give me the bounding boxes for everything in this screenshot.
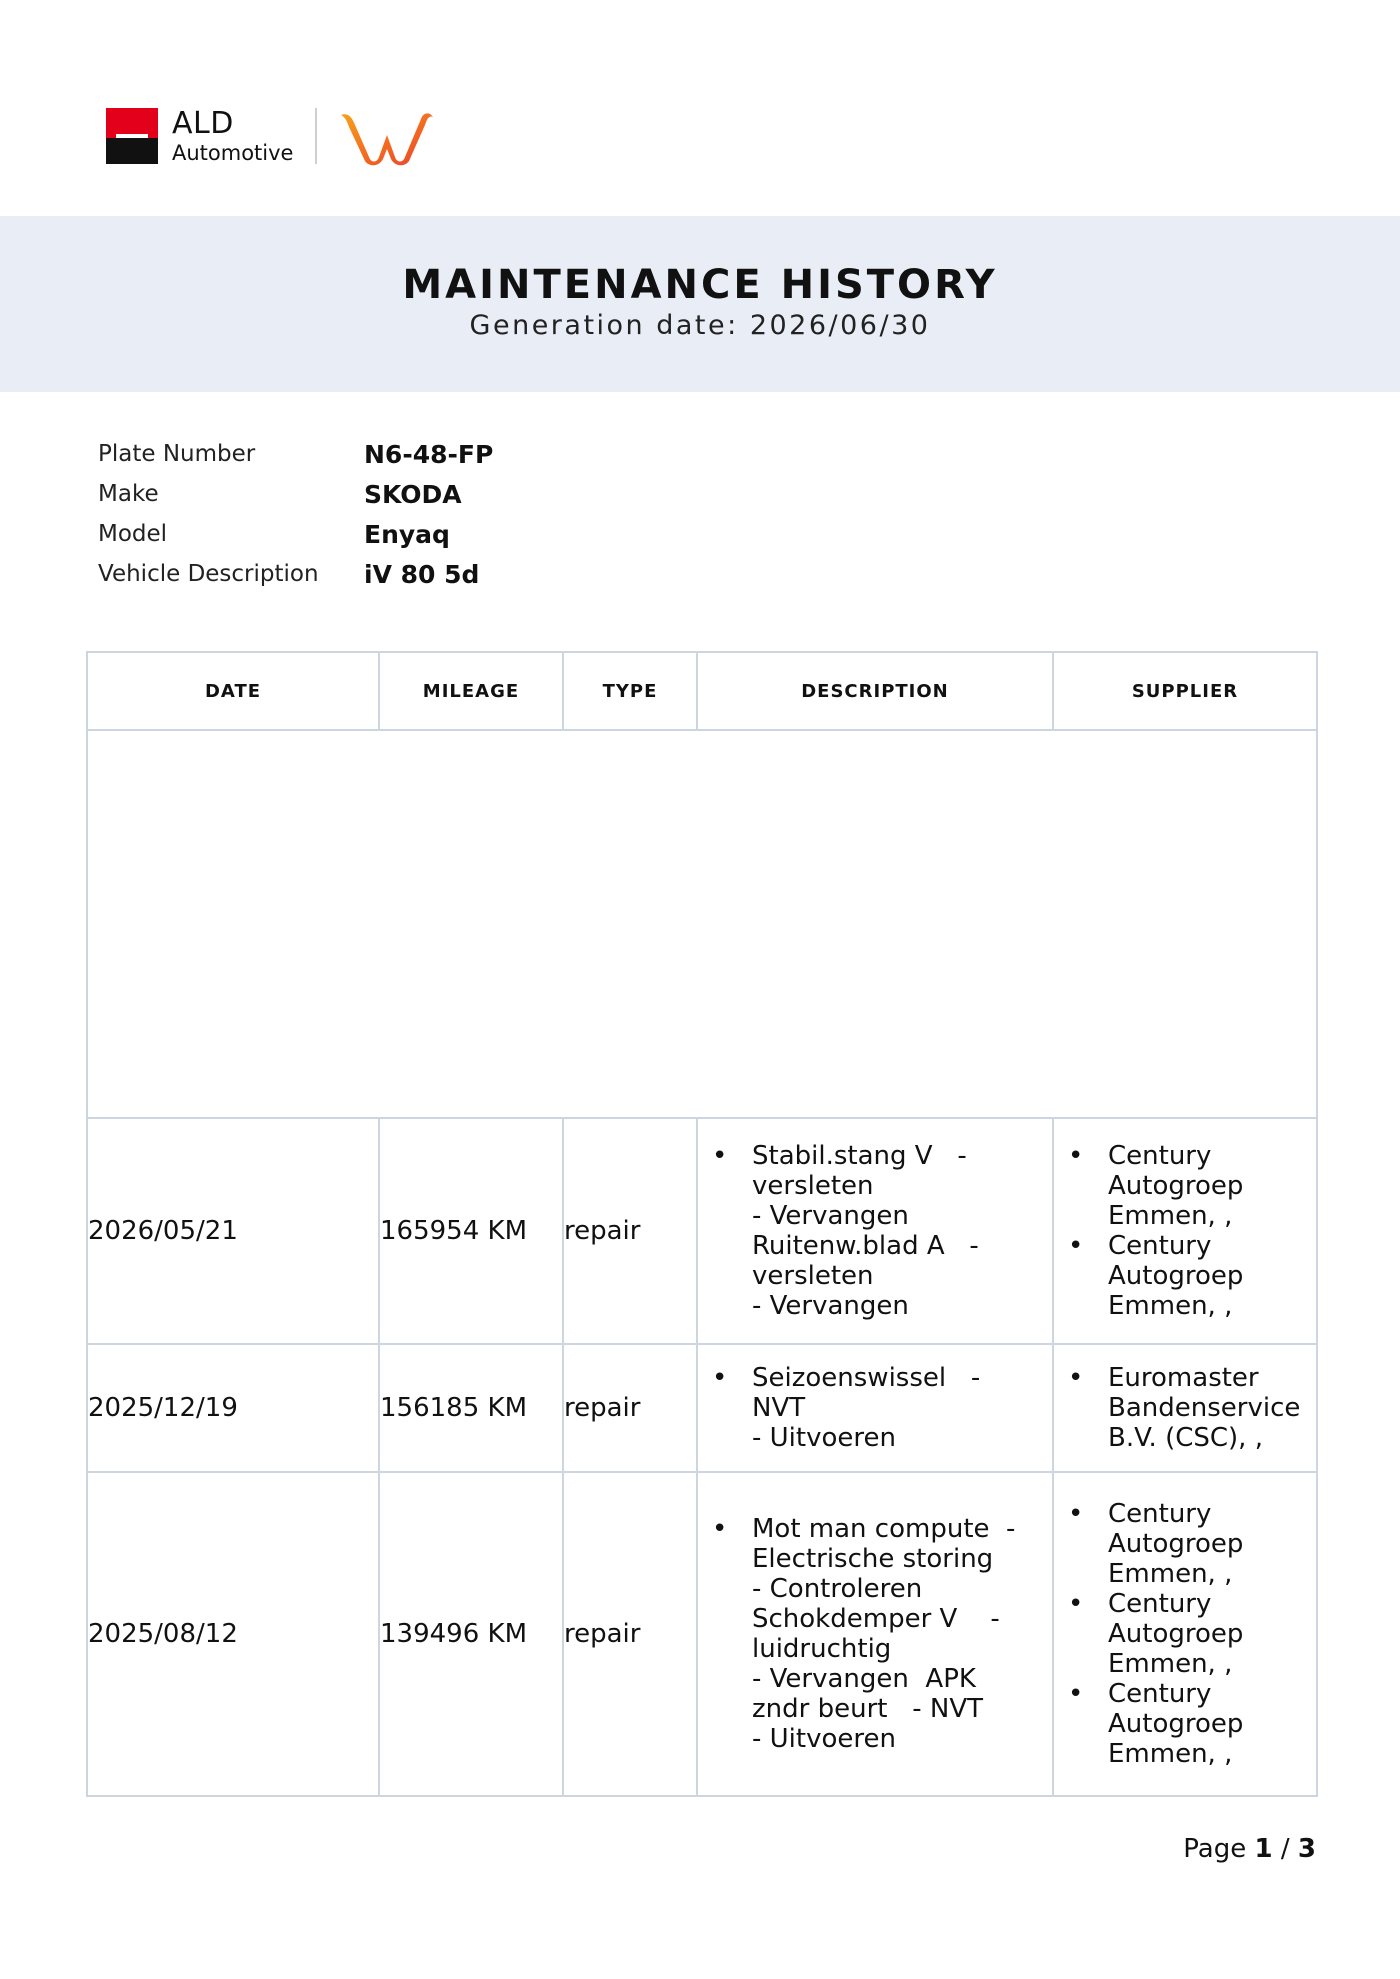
- supplier-item: • Century Autogroep Emmen, ,: [1108, 1231, 1316, 1321]
- vehicle-info: [98, 434, 493, 594]
- make-label: Make: [98, 481, 159, 507]
- total-pages: 3: [1297, 1834, 1316, 1864]
- make-value: SKODA: [364, 479, 462, 509]
- empty-table-row: [87, 730, 1317, 1118]
- ald-name: ALD: [172, 105, 234, 141]
- page-label: Page: [1183, 1834, 1247, 1864]
- description-cell: [697, 1344, 1053, 1472]
- supplier-cell: [1053, 1118, 1317, 1344]
- column-header-supplier: SUPPLIER: [1053, 652, 1317, 730]
- ald-logo-text: [172, 105, 294, 165]
- supplier-item: • Century Autogroep Emmen, ,: [1108, 1679, 1316, 1769]
- type-cell: repair: [563, 1472, 697, 1796]
- ald-logo-icon: [106, 108, 158, 164]
- maintenance-table: [86, 651, 1318, 1797]
- description-cell: [697, 1472, 1053, 1796]
- supplier-cell: [1053, 1472, 1317, 1796]
- description-cell: [697, 1118, 1053, 1344]
- supplier-item: • Euromaster Bandenservice B.V. (CSC), ,: [1108, 1363, 1316, 1453]
- logo-area: [106, 104, 437, 168]
- make-row: [98, 474, 493, 514]
- table-row: [87, 1344, 1317, 1472]
- table-header-row: [87, 652, 1317, 730]
- page-indicator: [1183, 1834, 1316, 1864]
- mileage-cell: 165954 KM: [379, 1118, 563, 1344]
- column-header-date: DATE: [87, 652, 379, 730]
- type-cell: repair: [563, 1118, 697, 1344]
- model-label: Model: [98, 521, 168, 547]
- date-cell: 2026/05/21: [87, 1118, 379, 1344]
- supplier-cell: [1053, 1344, 1317, 1472]
- type-cell: repair: [563, 1344, 697, 1472]
- logo-divider: [315, 108, 317, 164]
- ald-sub: Automotive: [172, 140, 294, 165]
- supplier-item: • Century Autogroep Emmen, ,: [1108, 1589, 1316, 1679]
- table-row: [87, 1472, 1317, 1796]
- page-title: MAINTENANCE HISTORY: [402, 262, 998, 308]
- supplier-item: • Century Autogroep Emmen, ,: [1108, 1141, 1316, 1231]
- vehicle-description-value: iV 80 5d: [364, 559, 480, 589]
- page-separator: /: [1280, 1834, 1290, 1864]
- leaseplan-logo-icon: [337, 105, 437, 167]
- column-header-mileage: MILEAGE: [379, 652, 563, 730]
- column-header-description: DESCRIPTION: [697, 652, 1053, 730]
- description-item: • Stabil.stang V - versleten - Vervangen Ruitenw.blad A - versleten - Vervangen: [752, 1141, 1052, 1321]
- vehicle-description-label: Vehicle Description: [98, 561, 319, 587]
- description-row: [98, 554, 493, 594]
- leaseplan-wordmark: LeasePlan: [367, 128, 408, 137]
- generation-date: Generation date: 2026/06/30: [469, 310, 931, 341]
- date-cell: 2025/08/12: [87, 1472, 379, 1796]
- mileage-cell: 139496 KM: [379, 1472, 563, 1796]
- description-item: • Mot man compute - Electrische storing - Controleren Schokdemper V - luidruchtig - Vervangen APK zndr beurt - NVT - Uitvoeren: [752, 1514, 1052, 1754]
- current-page: 1: [1254, 1834, 1273, 1864]
- model-row: [98, 514, 493, 554]
- table-row: [87, 1118, 1317, 1344]
- plate-value: N6-48-FP: [364, 439, 494, 469]
- plate-label: Plate Number: [98, 441, 256, 467]
- model-value: Enyaq: [364, 519, 450, 549]
- mileage-cell: 156185 KM: [379, 1344, 563, 1472]
- supplier-item: • Century Autogroep Emmen, ,: [1108, 1499, 1316, 1589]
- column-header-type: TYPE: [563, 652, 697, 730]
- empty-cell: [87, 730, 1317, 1118]
- date-cell: 2025/12/19: [87, 1344, 379, 1472]
- plate-row: [98, 434, 493, 474]
- description-item: • Seizoenswissel - NVT - Uitvoeren: [752, 1363, 1052, 1453]
